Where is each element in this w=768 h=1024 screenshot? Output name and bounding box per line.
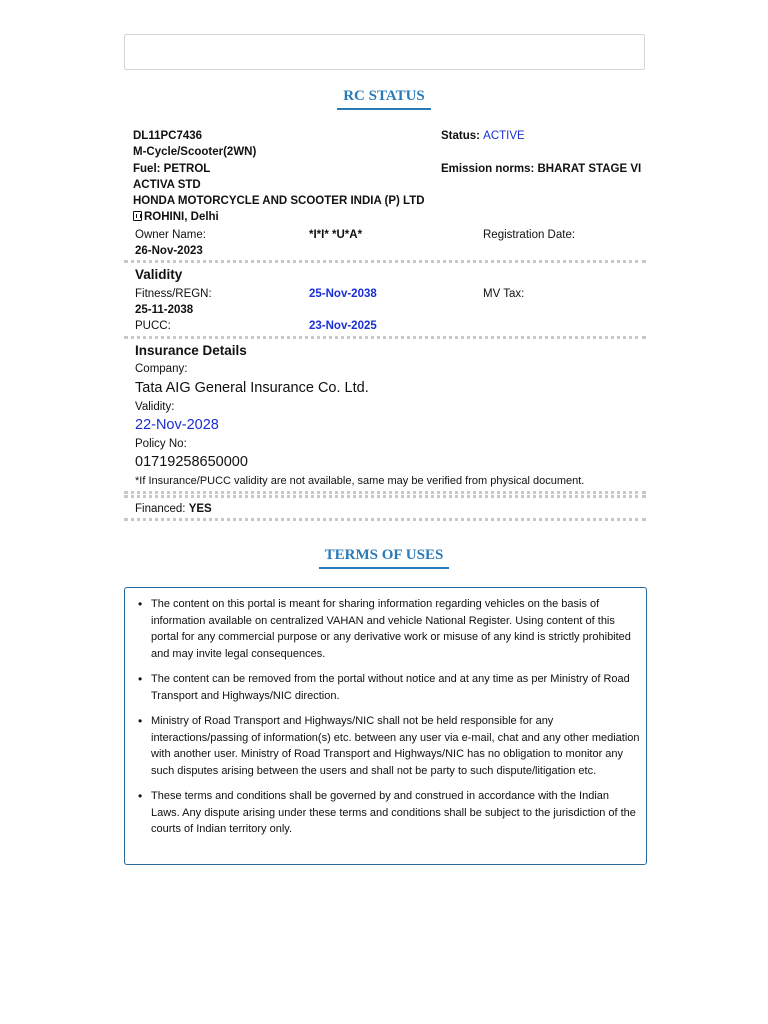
emission-norms: Emission norms: BHARAT STAGE VI [441,163,642,175]
divider [124,518,646,521]
policy-number-label: Policy No: [135,438,187,450]
terms-list [125,588,646,838]
terms-title: TERMS OF USES [0,547,768,569]
fitness-label: Fitness/REGN: [135,288,212,300]
bullet-icon: • [138,789,143,803]
owner-value: *I*I* *U*A* [309,229,363,241]
terms-item-text: The content on this portal is meant for sharing information regarding vehicles on the basis of information available on centralized VAHAN and vehicle National Register. Using content of this portal for any commercial purpose or any derivative work or misuse of any kind is strictly prohibited and may invite legal consequences. [151,598,631,660]
validity-heading: Validity [135,267,183,282]
bullet-icon: • [138,672,143,686]
fitness-value: 25-Nov-2038 [309,288,377,300]
status-label: Status: [441,130,484,142]
registration-number: DL11PC7436 [133,130,203,142]
terms-item [138,596,640,662]
terms-item-text: Ministry of Road Transport and Highways/NIC shall not be held responsible for any interactions/passing of information(s) etc. between any user via e-mail, chat and any other mediation with another user. Ministry of Road Transport and Highways/NIC has no obligation to monitor any such disputes arising between the users and shall not be party to such dispute/litigation etc. [151,715,640,777]
insurance-company-value: Tata AIG General Insurance Co. Ltd. [135,380,369,396]
building-icon [133,211,142,221]
vehicle-maker: HONDA MOTORCYCLE AND SCOOTER INDIA (P) LTD [133,195,425,207]
divider [124,495,646,498]
fuel-type: Fuel: PETROL [133,163,211,175]
terms-item-text: The content can be removed from the portal without notice and at any time as per Ministry of Road Transport and Highways/NIC direction. [151,673,630,702]
insurance-heading: Insurance Details [135,343,247,358]
pucc-label: PUCC: [135,320,171,332]
divider [124,260,646,263]
registration-location [133,210,219,224]
divider [124,491,646,494]
mv-tax-value: 25-11-2038 [135,304,194,316]
owner-label: Owner Name: [135,229,206,241]
divider [124,336,646,339]
insurance-note: *If Insurance/PUCC validity are not available, same may be verified from physical document. [135,475,585,487]
terms-item [138,671,640,704]
insurance-company-label: Company: [135,363,188,375]
rc-status-title: RC STATUS [0,88,768,110]
policy-number-value: 01719258650000 [135,454,248,470]
status-row [441,129,525,143]
vehicle-model: ACTIVA STD [133,179,201,191]
insurance-validity-value: 22-Nov-2028 [135,417,219,433]
location-text: ROHINI, Delhi [144,211,219,223]
financed-label: Financed: [135,503,189,515]
financed-row [135,502,212,516]
terms-box [124,587,647,865]
financed-value: YES [188,503,212,515]
bullet-icon: • [138,597,143,611]
top-banner-box [124,34,645,70]
vehicle-class: M-Cycle/Scooter(2WN) [133,146,257,158]
registration-date-label: Registration Date: [483,229,576,241]
terms-item [138,788,640,838]
bullet-icon: • [138,714,143,728]
terms-item-text: These terms and conditions shall be governed by and construed in accordance with the Indian Laws. Any dispute arising under these terms and conditions shall be subject to the jurisdiction of the courts of Indian territory only. [151,790,636,835]
terms-item [138,713,640,779]
pucc-value: 23-Nov-2025 [309,320,377,332]
insurance-validity-label: Validity: [135,401,175,413]
status-badge: ACTIVE [483,130,525,142]
registration-date-value: 26-Nov-2023 [135,245,203,257]
mv-tax-label: MV Tax: [483,288,525,300]
